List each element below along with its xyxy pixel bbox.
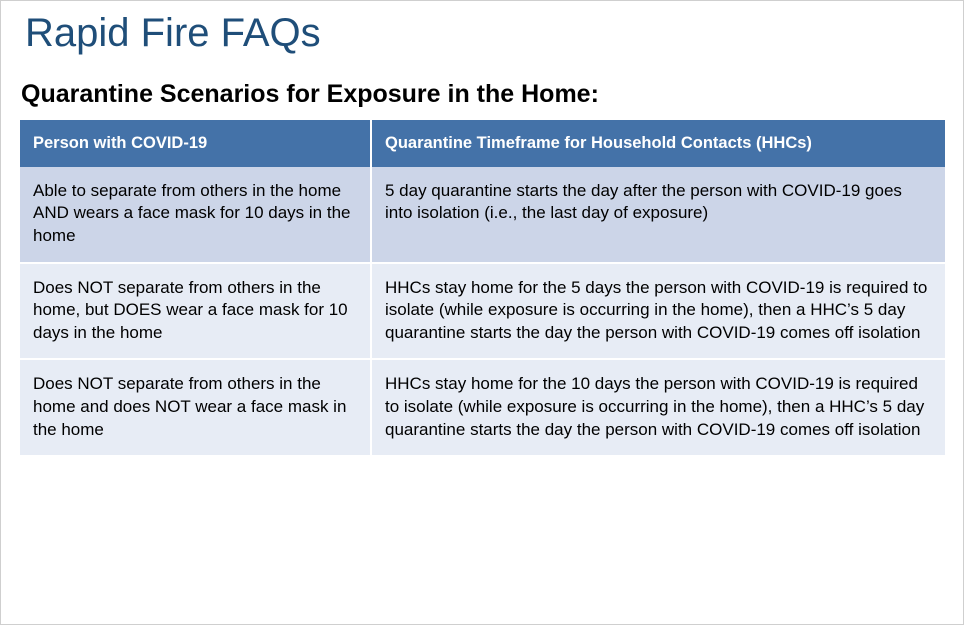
column-header-quarantine-timeframe: Quarantine Timeframe for Household Contacts (HHCs): [371, 120, 945, 167]
column-header-person-with-covid: Person with COVID-19: [20, 120, 371, 167]
cell-timeframe: HHCs stay home for the 5 days the person with COVID-19 is required to isolate (while exposure is occurring in the home), then a HHC’s 5 day quarantine starts the day the person with COVID-19 comes off isolation: [371, 263, 945, 360]
slide-canvas: [1, 1, 963, 624]
section-heading: Quarantine Scenarios for Exposure in the Home:: [21, 80, 599, 108]
quarantine-scenarios-table: [20, 120, 945, 455]
page-title: Rapid Fire FAQs: [25, 11, 321, 55]
cell-timeframe: HHCs stay home for the 10 days the person with COVID-19 is required to isolate (while exposure is occurring in the home), then a HHC’s 5 day quarantine starts the day the person with COVID-19 comes off isolation: [371, 359, 945, 455]
faq-table-container: [20, 120, 945, 455]
table-header-row: [20, 120, 945, 167]
table-body: [20, 167, 945, 455]
table-row: [20, 359, 945, 455]
table-row: [20, 167, 945, 263]
table-row: [20, 263, 945, 360]
cell-timeframe: 5 day quarantine starts the day after the person with COVID-19 goes into isolation (i.e., the last day of exposure): [371, 167, 945, 263]
cell-scenario: Does NOT separate from others in the home, but DOES wear a face mask for 10 days in the home: [20, 263, 371, 360]
cell-scenario: Does NOT separate from others in the home and does NOT wear a face mask in the home: [20, 359, 371, 455]
table-header: [20, 120, 945, 167]
cell-scenario: Able to separate from others in the home AND wears a face mask for 10 days in the home: [20, 167, 371, 263]
